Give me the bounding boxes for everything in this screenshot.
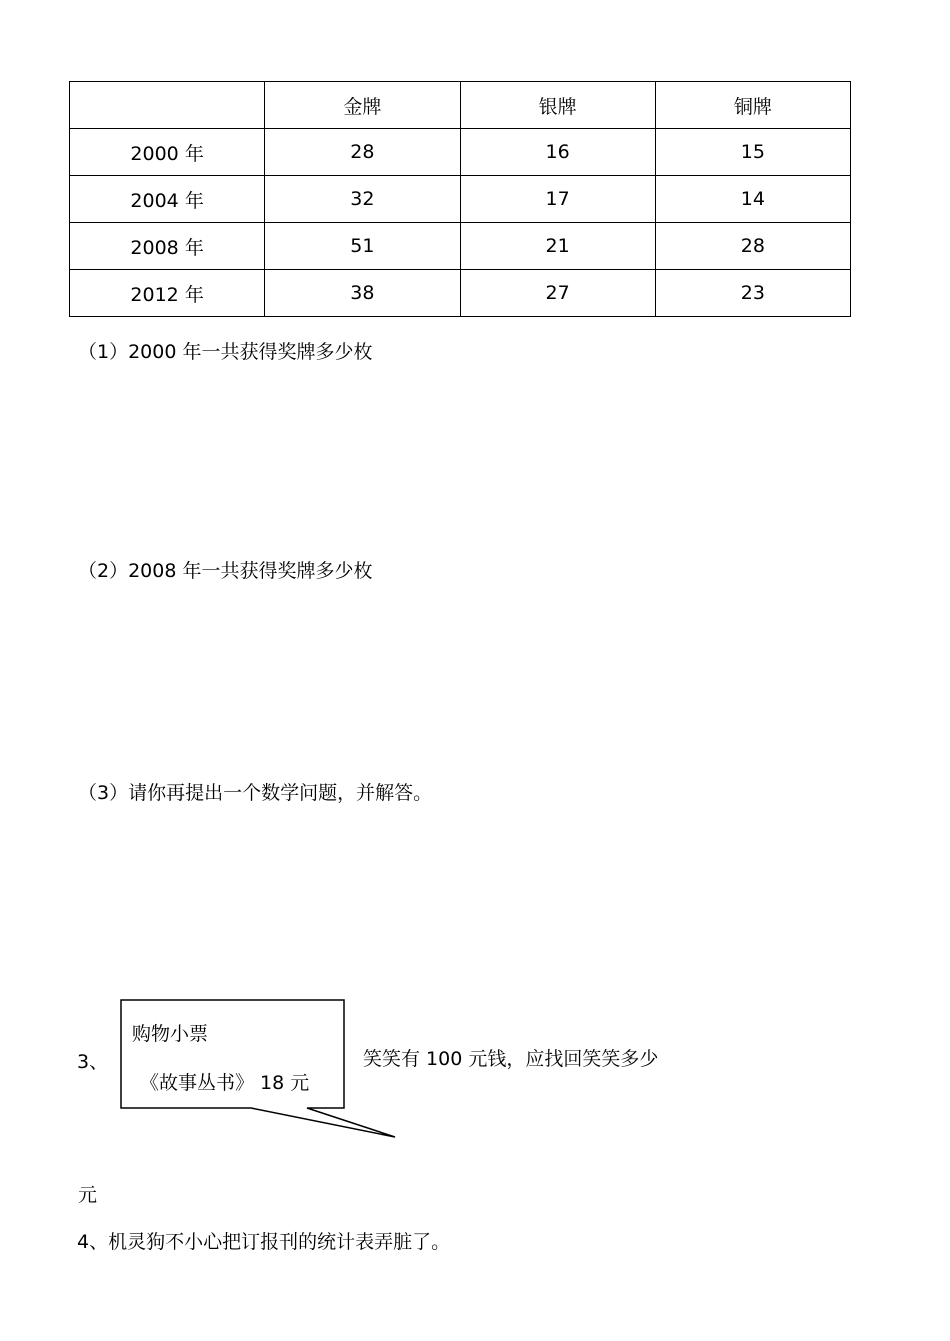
question-2: （2）2008 年一共获得奖牌多少枚 — [78, 560, 373, 582]
table-cell: 38 — [265, 270, 460, 317]
table-cell: 2000 年 — [70, 129, 265, 176]
table-cell: 51 — [265, 223, 460, 270]
receipt-title: 购物小票 — [132, 1023, 209, 1045]
table-cell: 23 — [655, 270, 850, 317]
table-header-cell: 银牌 — [460, 82, 655, 129]
table-cell: 27 — [460, 270, 655, 317]
question-1: （1）2000 年一共获得奖牌多少枚 — [78, 341, 373, 363]
table-cell: 16 — [460, 129, 655, 176]
table-cell: 28 — [265, 129, 460, 176]
table-cell: 14 — [655, 176, 850, 223]
question-3: （3）请你再提出一个数学问题，并解答。 — [78, 782, 433, 804]
table-cell: 32 — [265, 176, 460, 223]
table-cell: 2008 年 — [70, 223, 265, 270]
problem-3-number: 3、 — [77, 1051, 109, 1073]
table-cell: 28 — [655, 223, 850, 270]
table-cell: 15 — [655, 129, 850, 176]
table-cell: 21 — [460, 223, 655, 270]
receipt-item: 《故事丛书》 18 元 — [140, 1072, 310, 1094]
table-cell: 17 — [460, 176, 655, 223]
table-cell: 2012 年 — [70, 270, 265, 317]
table-header-cell: 铜牌 — [655, 82, 850, 129]
problem-4-text: 4、机灵狗不小心把订报刊的统计表弄脏了。 — [77, 1231, 451, 1253]
table-header-cell: 金牌 — [265, 82, 460, 129]
table-cell: 2004 年 — [70, 176, 265, 223]
problem-3-question: 笑笑有 100 元钱，应找回笑笑多少 — [363, 1048, 659, 1070]
problem-3-question-end: 元 — [78, 1184, 98, 1206]
